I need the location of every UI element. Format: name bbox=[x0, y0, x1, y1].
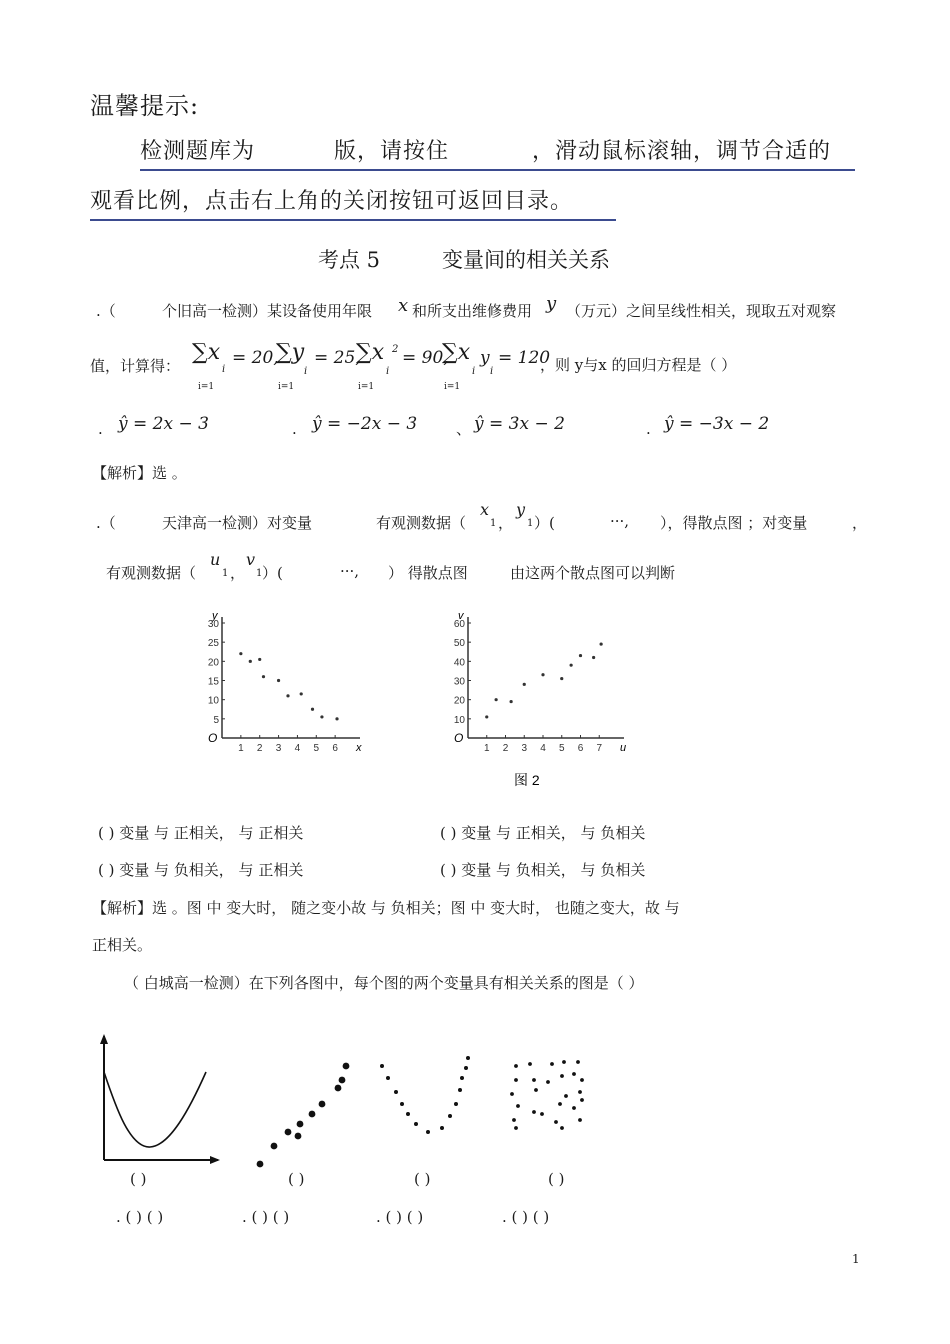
q1-var-y: y bbox=[546, 293, 557, 314]
tip-underline-1 bbox=[140, 169, 855, 171]
q1-intro-d: （万元）之间呈线性相关，现取五对观察 bbox=[566, 302, 837, 320]
q2-u1: u bbox=[210, 550, 221, 569]
q2-line1-f: ），得散点图 ；对变量 bbox=[660, 514, 808, 532]
q1-sum4-sub: i bbox=[472, 366, 476, 377]
fig1-y-axis-label: y bbox=[212, 610, 218, 622]
q2-option-2: ( ) 变量 与 正相关， 与 负相关 bbox=[440, 824, 646, 842]
q1-eq4: = 120 bbox=[498, 348, 551, 368]
q3-b-dot bbox=[309, 1111, 316, 1118]
scatter-chart-2 bbox=[448, 598, 627, 798]
page-number: 1 bbox=[852, 1252, 860, 1266]
q3-b-dot bbox=[335, 1085, 342, 1092]
q2-option-4: ( ) 变量 与 负相关， 与 负相关 bbox=[440, 861, 646, 879]
fig2-y-tick-label: 60 bbox=[453, 619, 465, 630]
q3-d-dot bbox=[558, 1102, 562, 1106]
tip-underline-2 bbox=[90, 219, 616, 221]
q3-c-dot bbox=[400, 1102, 404, 1106]
q3-a-y-arrow bbox=[100, 1034, 108, 1044]
q2-line1-g: ， bbox=[852, 514, 868, 532]
q2-v1: v bbox=[246, 550, 256, 569]
q2-line1-d: ）( bbox=[534, 514, 555, 532]
q3-c-dot bbox=[394, 1090, 398, 1094]
q3-answer-d: . ( ) ( ) bbox=[502, 1208, 550, 1226]
q3-d-dot bbox=[550, 1062, 554, 1066]
fig1-x-tick-label: 5 bbox=[313, 743, 320, 754]
q2-option-3: ( ) 变量 与 负相关， 与 正相关 bbox=[98, 861, 304, 879]
q1-index-1: i=1 bbox=[198, 382, 215, 392]
q2-u1-sub: 1 bbox=[222, 568, 229, 579]
fig2-y-tick-label: 40 bbox=[453, 657, 465, 669]
fig2-points bbox=[485, 642, 603, 718]
q2-line2-b: ）( bbox=[262, 564, 283, 582]
q3-answer-a: . ( ) ( ) bbox=[116, 1208, 164, 1226]
q3-figures bbox=[90, 1032, 610, 1172]
q3-answer-b: . ( ) ( ) bbox=[242, 1208, 290, 1226]
q3-d-dot bbox=[514, 1064, 518, 1068]
fig2-data-point bbox=[541, 673, 544, 676]
q3-figure-parabola bbox=[380, 1056, 470, 1134]
q3-d-dot bbox=[572, 1106, 576, 1110]
fig1-y-tick-label: 15 bbox=[207, 676, 219, 688]
q2-line1-c: 有观测数据（ bbox=[376, 514, 467, 532]
q3-d-dot bbox=[560, 1126, 564, 1130]
q1-option-d-prefix: . bbox=[646, 420, 651, 438]
fig2-y-tick-label: 20 bbox=[453, 695, 465, 707]
fig1-y-tick-label: 30 bbox=[207, 619, 219, 630]
fig2-data-point bbox=[560, 677, 563, 680]
q3-d-dot bbox=[560, 1074, 564, 1078]
fig1-x-tick-label: 3 bbox=[275, 743, 282, 754]
q3-d-dot bbox=[512, 1118, 516, 1122]
fig2-y-tick-label: 30 bbox=[453, 676, 465, 688]
q3-d-dot bbox=[534, 1088, 538, 1092]
q1-option-a: ŷ = 2x − 3 bbox=[118, 414, 209, 434]
q2-line2-e: 由这两个散点图可以判断 bbox=[510, 564, 676, 582]
fig2-data-point bbox=[592, 656, 595, 659]
q2-option-1: ( ) 变量 与 正相关， 与 正相关 bbox=[98, 824, 304, 842]
q3-d-dot bbox=[510, 1092, 514, 1096]
q1-option-c-prefix: 、 bbox=[456, 420, 472, 438]
q3-answer-c: . ( ) ( ) bbox=[376, 1208, 424, 1226]
q1-intro-c: 和所支出维修费用 bbox=[412, 302, 533, 320]
q3-b-dot bbox=[343, 1063, 350, 1070]
q3-c-dot bbox=[466, 1056, 470, 1060]
fig1-y-tick-label: 20 bbox=[207, 657, 219, 669]
q1-option-a-prefix: . bbox=[98, 420, 103, 438]
fig2-x-tick-label: 4 bbox=[540, 743, 546, 754]
q2-line2-c: ···, bbox=[340, 562, 360, 580]
q1-sum4-ysub: i bbox=[490, 366, 494, 377]
q2-x1: x bbox=[480, 500, 490, 519]
q3-b-dot bbox=[297, 1121, 304, 1128]
fig1-data-point bbox=[311, 708, 314, 711]
fig1-data-point bbox=[258, 658, 261, 661]
q1-eq1: = 20, bbox=[232, 348, 279, 368]
q2-line2-a: 有观测数据（ bbox=[106, 564, 197, 582]
q1-analysis: 【解析】选 。 bbox=[92, 464, 187, 482]
q1-sum3-sub: i bbox=[386, 366, 390, 377]
q3-b-dot bbox=[319, 1101, 326, 1108]
q3-c-dot bbox=[464, 1066, 468, 1070]
fig1-y-tick-label: 5 bbox=[213, 714, 219, 726]
fig2-caption: 图 2 bbox=[514, 772, 540, 788]
q1-option-d: ŷ = −3x − 2 bbox=[664, 414, 770, 434]
q3-question: （ 白城高一检测）在下列各图中，每个图的两个变量具有相关关系的图是（ ） bbox=[124, 974, 644, 992]
q1-eq2: = 25, bbox=[314, 348, 361, 368]
q3-d-dot bbox=[514, 1078, 518, 1082]
q3-label-d: ( ) bbox=[548, 1170, 565, 1188]
q2-line1-b: 天津高一检测）对变量 bbox=[162, 514, 313, 532]
q3-figure-linear bbox=[257, 1063, 350, 1168]
fig2-x-tick-label: 2 bbox=[502, 743, 509, 754]
section-heading-number: 考点 5 bbox=[318, 248, 381, 272]
fig2-y-axis-label: v bbox=[458, 610, 464, 622]
fig1-y-tick-label: 25 bbox=[207, 638, 219, 650]
q1-sum2-sub: i bbox=[304, 366, 308, 377]
fig2-y-tick-label: 10 bbox=[453, 714, 465, 726]
q1-sum2: ∑y bbox=[276, 340, 305, 365]
q3-d-dot bbox=[528, 1062, 532, 1066]
q1-intro-a: .（ bbox=[96, 302, 116, 320]
fig2-data-point bbox=[510, 700, 513, 703]
q3-c-dot bbox=[460, 1076, 464, 1080]
q3-c-dot bbox=[458, 1088, 462, 1092]
q3-figure-curve bbox=[100, 1034, 220, 1164]
q1-sum4-y: y bbox=[480, 348, 490, 368]
q3-b-dot bbox=[285, 1129, 292, 1136]
fig1-x-tick-label: 4 bbox=[294, 743, 301, 754]
fig2-origin-label: O bbox=[454, 731, 464, 745]
fig1-x-tick-label: 1 bbox=[238, 743, 244, 754]
q3-c-dot bbox=[406, 1112, 410, 1116]
q2-x1-sub: 1 bbox=[490, 518, 497, 529]
q1-tail: ，则 y与x 的回归方程是（ ） bbox=[540, 356, 737, 374]
q1-sum1-sub: i bbox=[222, 364, 226, 375]
q1-line2-a: 值，计算得： bbox=[90, 357, 181, 375]
q3-c-dot bbox=[386, 1076, 390, 1080]
q3-d-dot bbox=[516, 1104, 520, 1108]
fig2-x-axis-label: u bbox=[620, 742, 627, 754]
q3-d-dot bbox=[564, 1094, 568, 1098]
q3-d-dot bbox=[532, 1078, 536, 1082]
q1-sum3-sup: 2 bbox=[392, 344, 399, 355]
q3-d-dot bbox=[562, 1060, 566, 1064]
fig1-data-point bbox=[335, 717, 338, 720]
fig2-x-tick-label: 6 bbox=[577, 743, 584, 754]
fig1-axes bbox=[208, 617, 360, 754]
q3-label-b: ( ) bbox=[288, 1170, 305, 1188]
scatter-chart-1 bbox=[196, 598, 366, 758]
q3-c-dot bbox=[440, 1126, 444, 1130]
q3-d-dot bbox=[580, 1078, 584, 1082]
fig1-data-point bbox=[286, 694, 289, 697]
tip-title: 温馨提示: bbox=[90, 92, 200, 120]
fig2-data-point bbox=[485, 715, 488, 718]
fig2-y-tick-label: 50 bbox=[453, 638, 465, 650]
q2-comma-1: ， bbox=[498, 514, 514, 532]
q2-y1-sub: 1 bbox=[527, 518, 534, 529]
q1-intro-b: 个旧高一检测）某设备使用年限 bbox=[162, 302, 373, 320]
q1-option-b: ŷ = −2x − 3 bbox=[312, 414, 418, 434]
q3-c-dot bbox=[414, 1122, 418, 1126]
q3-label-c: ( ) bbox=[414, 1170, 431, 1188]
fig2-x-tick-label: 1 bbox=[483, 743, 490, 754]
q2-y1: y bbox=[516, 500, 526, 519]
q3-d-dot bbox=[578, 1118, 582, 1122]
q3-d-dot bbox=[546, 1080, 550, 1084]
fig2-data-point bbox=[523, 683, 526, 686]
tip-line-1 bbox=[140, 134, 855, 164]
q3-b-dot bbox=[295, 1133, 302, 1140]
fig1-data-point bbox=[320, 715, 323, 718]
fig2-x-tick-label: 5 bbox=[558, 743, 565, 754]
fig1-data-point bbox=[249, 660, 252, 663]
q1-index-4: i=1 bbox=[444, 382, 461, 392]
tip-line-1-b: 版，请按住 bbox=[334, 139, 450, 164]
section-heading-title: 变量间的相关关系 bbox=[442, 248, 610, 272]
q3-a-curve bbox=[104, 1072, 206, 1147]
q1-index-2: i=1 bbox=[278, 382, 295, 392]
q3-c-dot bbox=[380, 1064, 384, 1068]
q1-sum3: ∑x bbox=[356, 340, 385, 365]
q2-comma-2: ， bbox=[230, 564, 246, 582]
q1-index-3: i=1 bbox=[358, 382, 375, 392]
fig1-x-tick-label: 6 bbox=[332, 743, 338, 754]
fig1-data-point bbox=[262, 675, 265, 678]
q3-b-dot bbox=[271, 1143, 278, 1150]
q2-analysis-a: 【解析】选 。图 中 变大时， 随之变小故 与 负相关；图 中 变大时， 也随之变大，故 与 bbox=[92, 899, 680, 917]
q3-d-dot bbox=[554, 1120, 558, 1124]
fig2-x-tick-label: 3 bbox=[521, 743, 528, 754]
fig2-data-point bbox=[495, 698, 498, 701]
q1-option-c: ŷ = 3x − 2 bbox=[474, 414, 565, 434]
q2-line1-e: ···, bbox=[610, 512, 630, 530]
q2-line1-a: .（ bbox=[96, 514, 116, 532]
fig1-data-point bbox=[277, 679, 280, 682]
q3-b-dot bbox=[257, 1161, 264, 1168]
q3-d-dot bbox=[514, 1126, 518, 1130]
q1-eq3: = 90, bbox=[402, 348, 449, 368]
q3-d-dot bbox=[580, 1098, 584, 1102]
fig1-origin-label: O bbox=[208, 731, 218, 745]
q3-c-dot bbox=[426, 1130, 430, 1134]
q3-a-x-arrow bbox=[210, 1156, 220, 1164]
q3-c-dot bbox=[448, 1114, 452, 1118]
q2-analysis-b: 正相关。 bbox=[92, 936, 153, 954]
tip-line-1-c: ，滑动鼠标滚轴，调节合适的 bbox=[532, 139, 832, 164]
tip-line-1-a: 检测题库为 bbox=[140, 139, 256, 164]
q3-d-dot bbox=[572, 1072, 576, 1076]
fig1-data-point bbox=[300, 692, 303, 695]
fig2-axes bbox=[453, 617, 627, 754]
q3-c-dot bbox=[454, 1102, 458, 1106]
fig2-data-point bbox=[600, 642, 603, 645]
q1-sum1: ∑x bbox=[192, 340, 221, 365]
q3-d-dot bbox=[576, 1060, 580, 1064]
q3-d-dot bbox=[532, 1110, 536, 1114]
q3-d-dot bbox=[578, 1090, 582, 1094]
fig1-data-point bbox=[239, 652, 242, 655]
q3-figure-random bbox=[510, 1060, 584, 1130]
tip-line-2: 观看比例，点击右上角的关闭按钮可返回目录。 bbox=[90, 189, 574, 214]
q3-d-dot bbox=[540, 1112, 544, 1116]
q2-line2-d: ） 得散点图 bbox=[388, 564, 468, 582]
fig2-x-tick-label: 7 bbox=[596, 743, 603, 754]
q3-label-a: ( ) bbox=[130, 1170, 147, 1188]
q1-var-x: x bbox=[398, 295, 409, 316]
q1-sum4: ∑x bbox=[442, 340, 471, 365]
fig1-x-tick-label: 2 bbox=[256, 743, 263, 754]
q2-v1-sub: 1 bbox=[256, 568, 263, 579]
fig2-data-point bbox=[570, 664, 573, 667]
fig1-x-axis-label: x bbox=[356, 742, 362, 754]
fig2-data-point bbox=[579, 654, 582, 657]
q3-b-dot bbox=[339, 1077, 346, 1084]
fig1-points bbox=[239, 652, 338, 720]
fig1-y-tick-label: 10 bbox=[207, 695, 219, 707]
q1-option-b-prefix: . bbox=[292, 420, 297, 438]
